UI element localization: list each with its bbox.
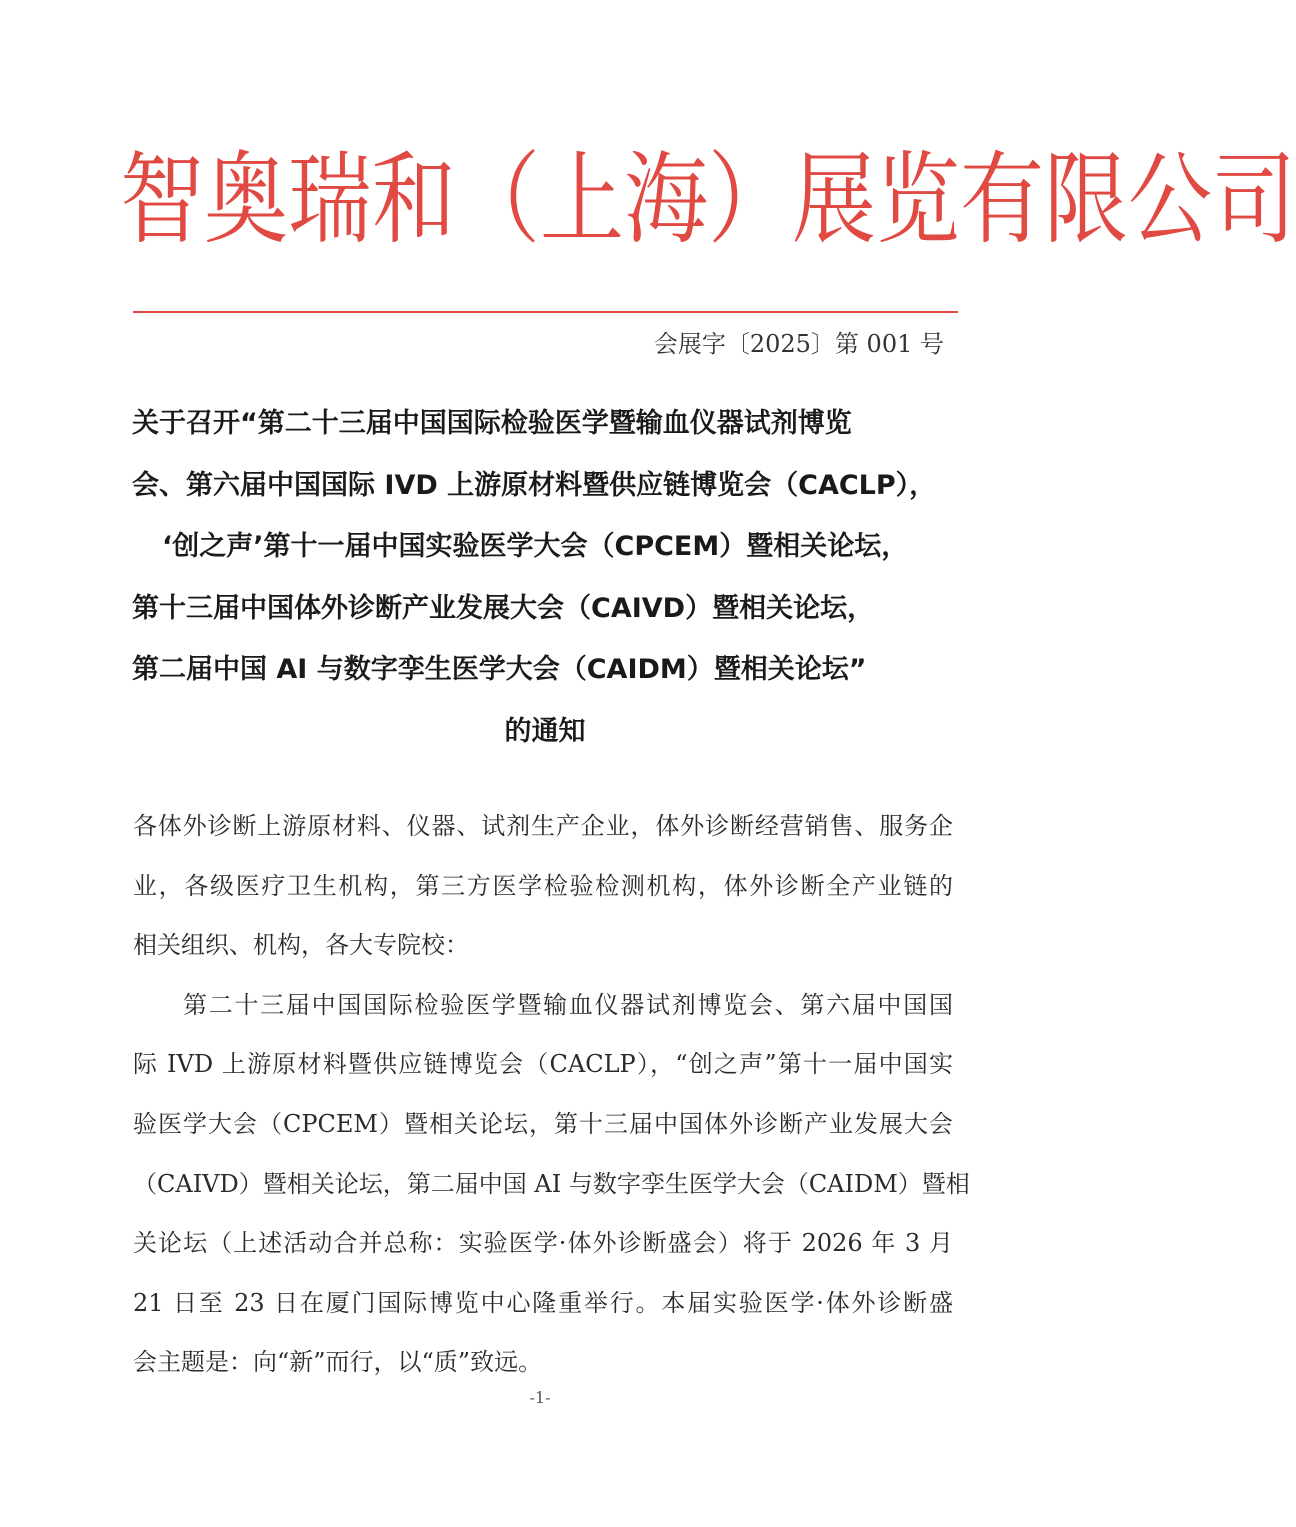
document-number: 会展字〔2025〕第 001 号 bbox=[653, 330, 944, 358]
body-line: 验医学大会（CPCEM）暨相关论坛，第十三届中国体外诊断产业发展大会 bbox=[133, 1109, 953, 1138]
notice-title bbox=[132, 398, 958, 767]
body-line: （CAIVD）暨相关论坛，第二届中国 AI 与数字孪生医学大会（CAIDM）暨相 bbox=[133, 1169, 970, 1198]
body-line: 第二十三届中国国际检验医学暨输血仪器试剂博览会、第六届中国国 bbox=[183, 990, 953, 1019]
title-line: 的通知 bbox=[504, 715, 586, 747]
title-line: 关于召开“第二十三届中国国际检验医学暨输血仪器试剂博览 bbox=[132, 408, 852, 439]
body-line: 会主题是：向“新”而行，以“质”致远。 bbox=[133, 1348, 543, 1377]
letterhead-divider bbox=[133, 311, 958, 313]
letterhead-company-name: 智奥瑞和（上海）展览有限公司 bbox=[120, 141, 1296, 258]
body-line: 际 IVD 上游原材料暨供应链博览会（CACLP），“创之声”第十一届中国实 bbox=[133, 1050, 953, 1079]
notice-body bbox=[133, 800, 970, 1396]
title-line: 会、第六届中国国际 IVD 上游原材料暨供应链博览会（CACLP）， bbox=[132, 469, 937, 501]
page-number: -1- bbox=[529, 1388, 551, 1407]
body-line: 相关组织、机构，各大专院校： bbox=[133, 931, 469, 960]
title-line: 第二届中国 AI 与数字孪生医学大会（CAIDM）暨相关论坛” bbox=[132, 654, 867, 685]
body-line: 关论坛（上述活动合并总称：实验医学·体外诊断盛会）将于 2026 年 3 月 bbox=[133, 1229, 953, 1258]
body-line: 各体外诊断上游原材料、仪器、试剂生产企业，体外诊断经营销售、服务企 bbox=[133, 812, 953, 840]
title-line: 第十三届中国体外诊断产业发展大会（CAIVD）暨相关论坛， bbox=[132, 592, 875, 624]
body-line: 业，各级医疗卫生机构，第三方医学检验检测机构，体外诊断全产业链的 bbox=[133, 871, 953, 900]
body-line: 21 日至 23 日在厦门国际博览中心隆重举行。本届实验医学·体外诊断盛 bbox=[133, 1288, 953, 1317]
title-line: ‘创之声’第十一届中国实验医学大会（CPCEM）暨相关论坛， bbox=[162, 531, 909, 562]
